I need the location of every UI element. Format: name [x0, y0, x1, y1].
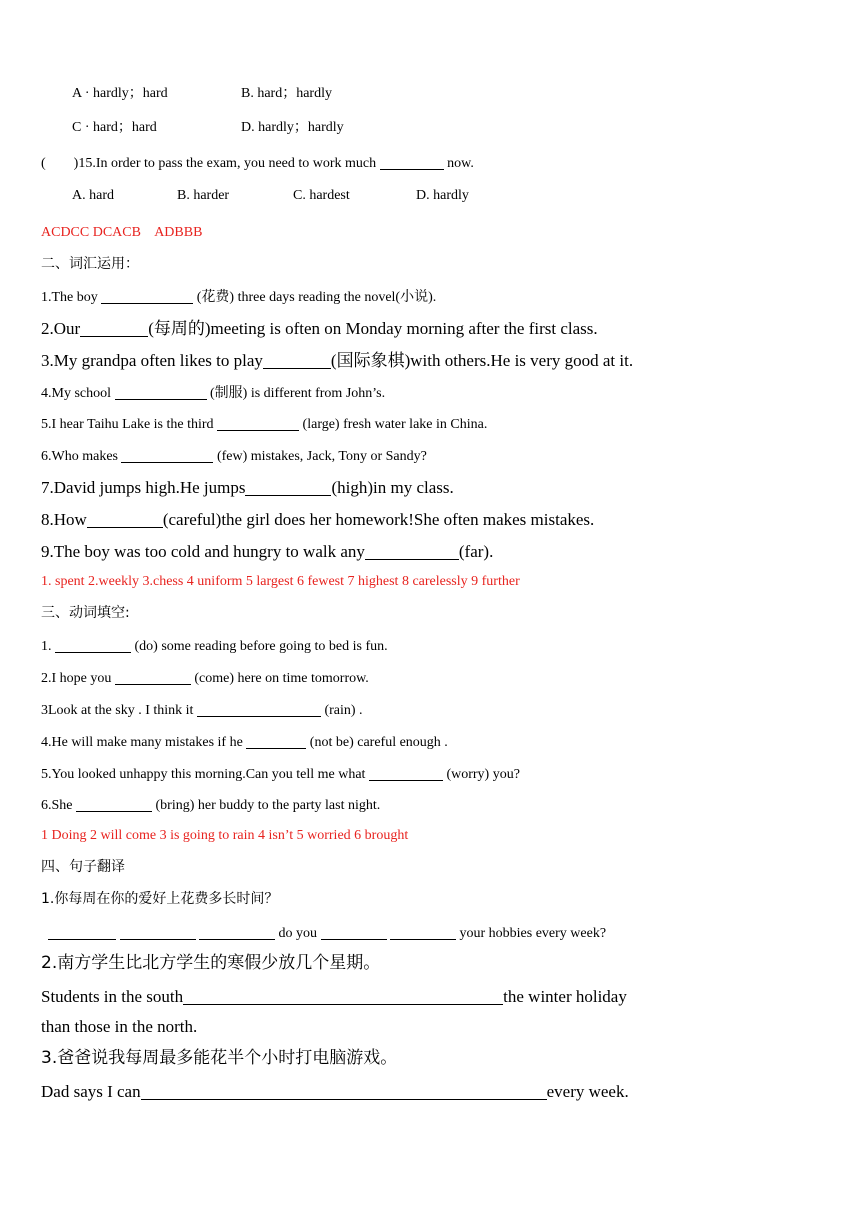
section3-answers: 1 Doing 2 will come 3 is going to rain 4 isn’t 5 worried 6 brought — [41, 828, 409, 843]
verb-item-6: 6.She (bring) her buddy to the party last night. — [41, 798, 381, 813]
vocab-item-7: 7.David jumps high.He jumps (high)in my class. — [41, 478, 454, 497]
translate-q1-chinese: 1.你每周在你的爱好上花费多长时间？ — [41, 891, 279, 907]
verb-item-5: 5.You looked unhappy this morning.Can you tell me what (worry) you? — [41, 767, 520, 782]
q14-option-d: D. hardly；hardly — [241, 120, 344, 135]
verb-item-2: 2.I hope you (come) here on time tomorrow. — [41, 671, 369, 686]
vocab-item-9: 9.The boy was too cold and hungry to walk any (far). — [41, 542, 494, 561]
q14-option-c: C · hard；hard — [72, 120, 157, 135]
q14-option-b: B. hard；hardly — [241, 86, 332, 101]
translate-q2-chinese: 2.南方学生比北方学生的寒假少放几个星期。 — [41, 953, 381, 973]
q15-paren: ( ) — [41, 156, 79, 171]
translate-q2-line: Students in the south the winter holiday — [41, 987, 627, 1006]
section2-answers: 1. spent 2.weekly 3.chess 4 uniform 5 largest 6 fewest 7 highest 8 carelessly 9 further — [41, 574, 520, 589]
q15-prefix: 15.In order to pass the exam, you need to work much — [78, 156, 377, 171]
translate-q2-line2: than those in the north. — [41, 1017, 198, 1036]
verb-item-1: 1. (do) some reading before going to bed is fun. — [41, 639, 388, 654]
q15-option-b: B. harder — [177, 188, 230, 203]
q15-option-a: A. hard — [72, 188, 114, 203]
vocab-item-5: 5.I hear Taihu Lake is the third (large) fresh water lake in China. — [41, 417, 488, 432]
q15-suffix: now. — [447, 156, 474, 171]
translate-q1-line: do you your hobbies every week? — [48, 925, 606, 941]
translate-q3-line: Dad says I can every week. — [41, 1082, 629, 1101]
verb-item-4: 4.He will make many mistakes if he (not be) careful enough . — [41, 735, 448, 750]
vocab-item-6: 6.Who makes (few) mistakes, Jack, Tony or Sandy? — [41, 449, 427, 464]
vocab-item-1: 1.The boy (花费) three days reading the novel(小说). — [41, 290, 437, 305]
vocab-item-3: 3.My grandpa often likes to play (国际象棋)with others.He is very good at it. — [41, 351, 634, 370]
translate-q3-chinese: 3.爸爸说我每周最多能花半个小时打电脑游戏。 — [41, 1048, 398, 1068]
section2-heading: 二、词汇运用： — [41, 256, 139, 272]
q15-option-d: D. hardly — [416, 188, 469, 203]
section4-heading: 四、句子翻译 — [41, 859, 125, 875]
vocab-item-4: 4.My school (制服) is different from John’s. — [41, 386, 386, 401]
q15-stem — [41, 155, 474, 171]
vocab-item-8: 8.How (careful)the girl does her homework!She often makes mistakes. — [41, 510, 595, 529]
answers-choice: ACDCC DCACB ADBBB — [41, 225, 203, 240]
section3-heading: 三、动词填空: — [41, 605, 130, 621]
q14-option-a: A · hardly；hard — [72, 86, 168, 101]
q15-blank — [380, 155, 444, 170]
verb-item-3: 3Look at the sky . I think it (rain) . — [41, 703, 363, 718]
vocab-item-2: 2.Our (每周的)meeting is often on Monday morning after the first class. — [41, 319, 598, 338]
q15-option-c: C. hardest — [293, 188, 350, 203]
